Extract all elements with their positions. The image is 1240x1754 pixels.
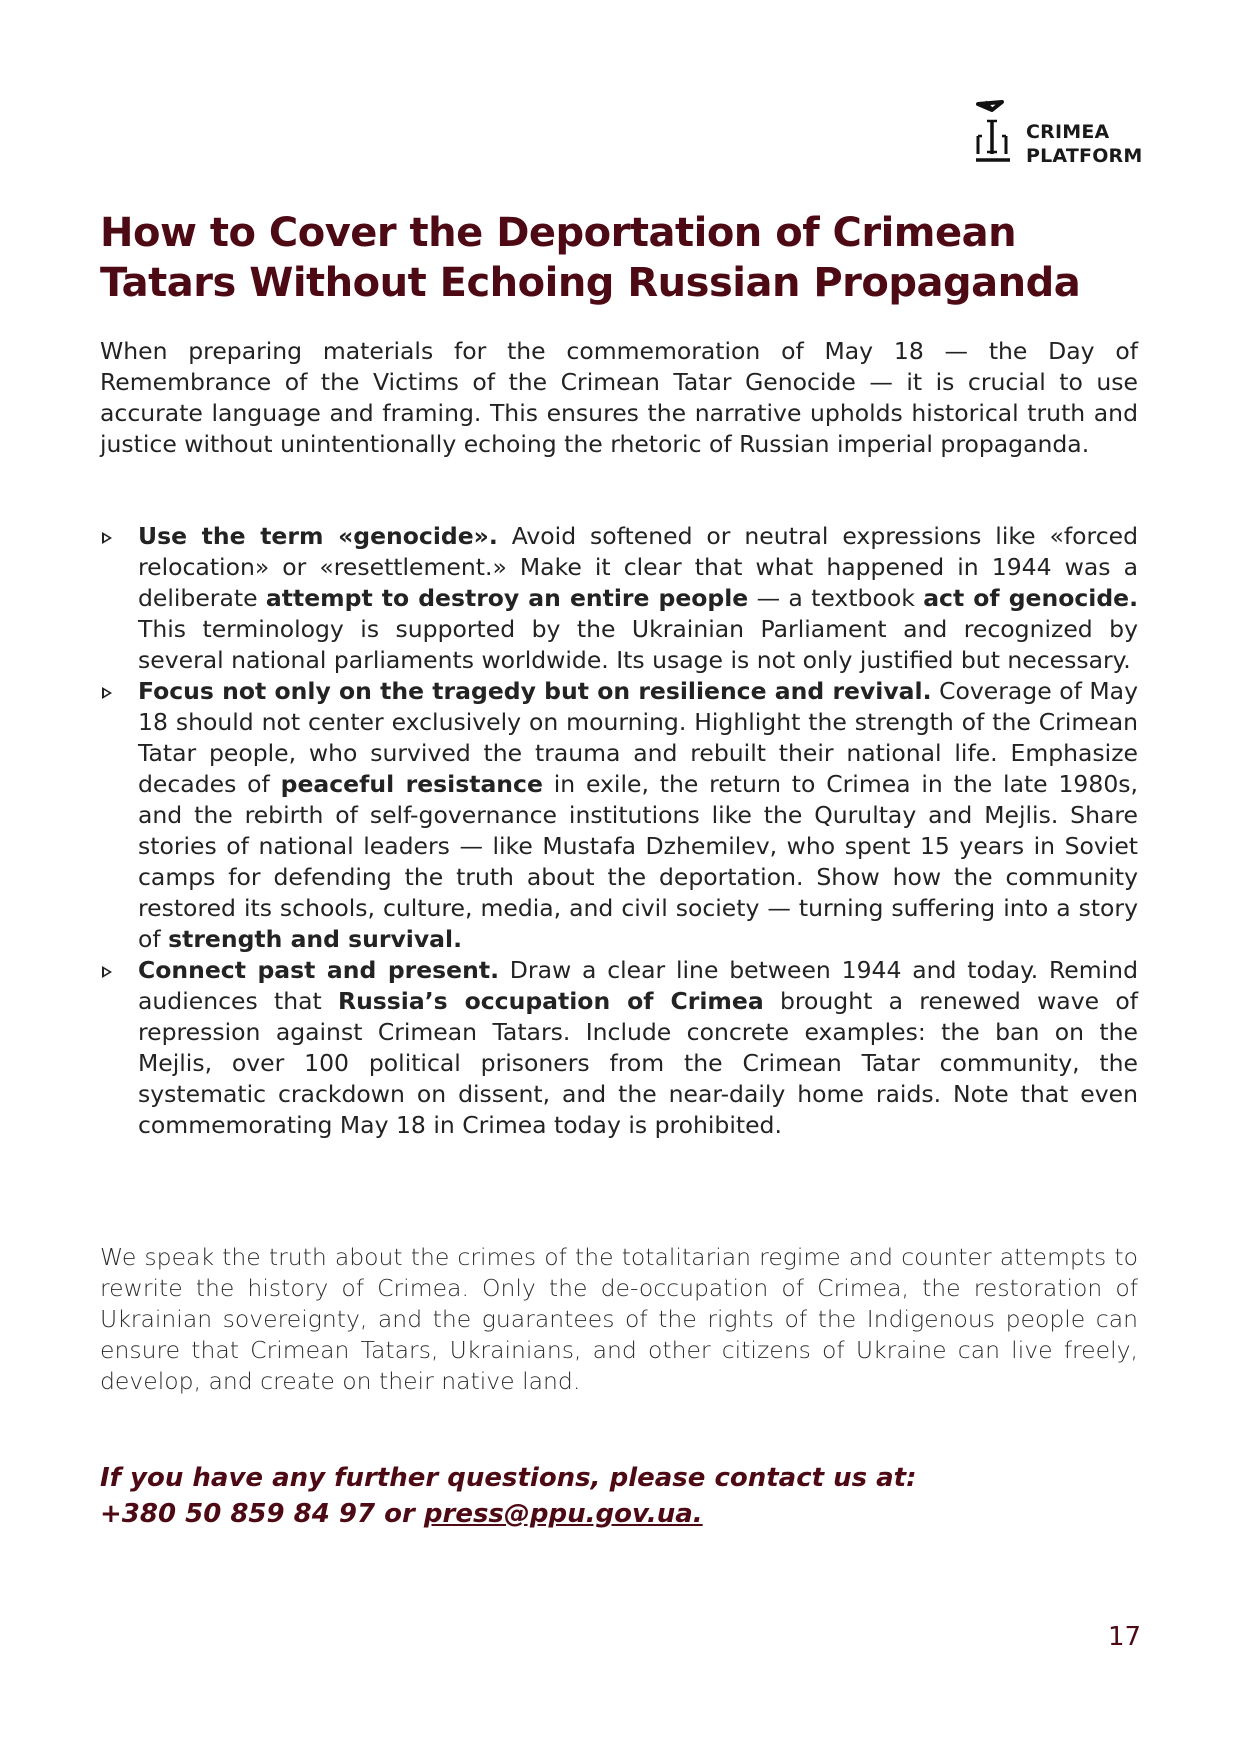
contact-or: or (375, 1499, 424, 1529)
triangle-bullet-icon (102, 966, 112, 978)
bullet-text: Coverage of May 18 should not center exclusively on mourning. Highlight the strength of the Crimean Tatar people, who survived the trauma and rebuilt their national life. Emphasize decades of (138, 677, 1138, 798)
bullet-lead: Focus not only on the tragedy but on resilience and revival. (138, 677, 932, 705)
contact-phone: +380 50 859 84 97 (100, 1499, 376, 1529)
contact-block (100, 1460, 1138, 1532)
bullet-text: This terminology is supported by the Ukrainian Parliament and recognized by several national parliaments worldwide. Its usage is not only justified but necessary. (138, 615, 1138, 674)
bullet-lead: Use the term «genocide». (138, 522, 498, 550)
page-title: How to Cover the Deportation of Crimean Tatars Without Echoing Russian Propaganda (100, 210, 1081, 306)
page-number: 17 (1108, 1622, 1142, 1652)
list-item (100, 955, 1138, 1141)
crimea-platform-logo (968, 100, 1168, 180)
bullet-text: Avoid softened or neutral expressions like «forced relocation» or «resettlement.» Make it clear that what happened in 1944 was a deliberate (138, 522, 1138, 612)
closing-paragraph: We speak the truth about the crimes of the totalitarian regime and counter attempts to rewrite the history of Crimea. Only the de-occupation of Crimea, the restoration of Ukrainian sovereignty, and the guarantees of the rights of the Indigenous people can ensure that Crimean Tatars, Ukrainians, and other citizens of Ukraine can live freely, develop, and create on their native land. (100, 1243, 1138, 1395)
triangle-bullet-icon (102, 532, 112, 544)
crimea-platform-emblem-icon (968, 100, 1020, 162)
intro-paragraph: When preparing materials for the commemoration of May 18 — the Day of Remembrance of the Victims of the Crimean Tatar Genocide — it is crucial to use accurate language and framing. This ensures the narrative upholds historical truth and justice without unintentionally echoing the rhetoric of Russian imperial propaganda. (100, 337, 1138, 458)
triangle-bullet-icon (102, 687, 112, 699)
bullet-text: brought a renewed wave of repression against Crimean Tatars. Include concrete examples: the ban on the Mejlis, over 100 political prisoners from the Crimean Tatar community, the systematic crackdown on dissent, and the near-daily home raids. Note that even commemorating May 18 in Crimea today is prohibited. (138, 987, 1138, 1139)
bullet-lead: Connect past and present. (138, 956, 499, 984)
bullet-text: Draw a clear line between 1944 and today. Remind audiences that (138, 956, 1138, 1015)
logo-line-1: CRIMEA (1026, 121, 1110, 143)
bullet-text: in exile, the return to Crimea in the late 1980s, and the rebirth of self-governance institutions like the Qurultay and Mejlis. Share stories of national leaders — like Mustafa Dzhemilev, who spent 15 years in Soviet camps for defending the truth about the deportation. Show how the community restored its schools, culture, media, and civil society — turning suffering into a story of (138, 770, 1138, 953)
bullet-emphasis: strength and survival. (168, 925, 463, 953)
contact-prompt: If you have any further questions, please contact us at: (100, 1463, 917, 1493)
bullet-text: — a textbook (748, 584, 924, 612)
list-item (100, 521, 1138, 676)
bullet-emphasis: Russia’s occupation of Crimea (337, 987, 764, 1015)
contact-email-link[interactable]: press@ppu.gov.ua. (423, 1499, 703, 1529)
list-item (100, 676, 1138, 955)
bullet-emphasis: act of genocide. (923, 584, 1139, 612)
guidelines-list (100, 521, 1138, 1141)
bullet-emphasis: peaceful resistance (280, 770, 543, 798)
logo-line-2: PLATFORM (1026, 145, 1143, 167)
bullet-emphasis: attempt to destroy an entire people (265, 584, 749, 612)
